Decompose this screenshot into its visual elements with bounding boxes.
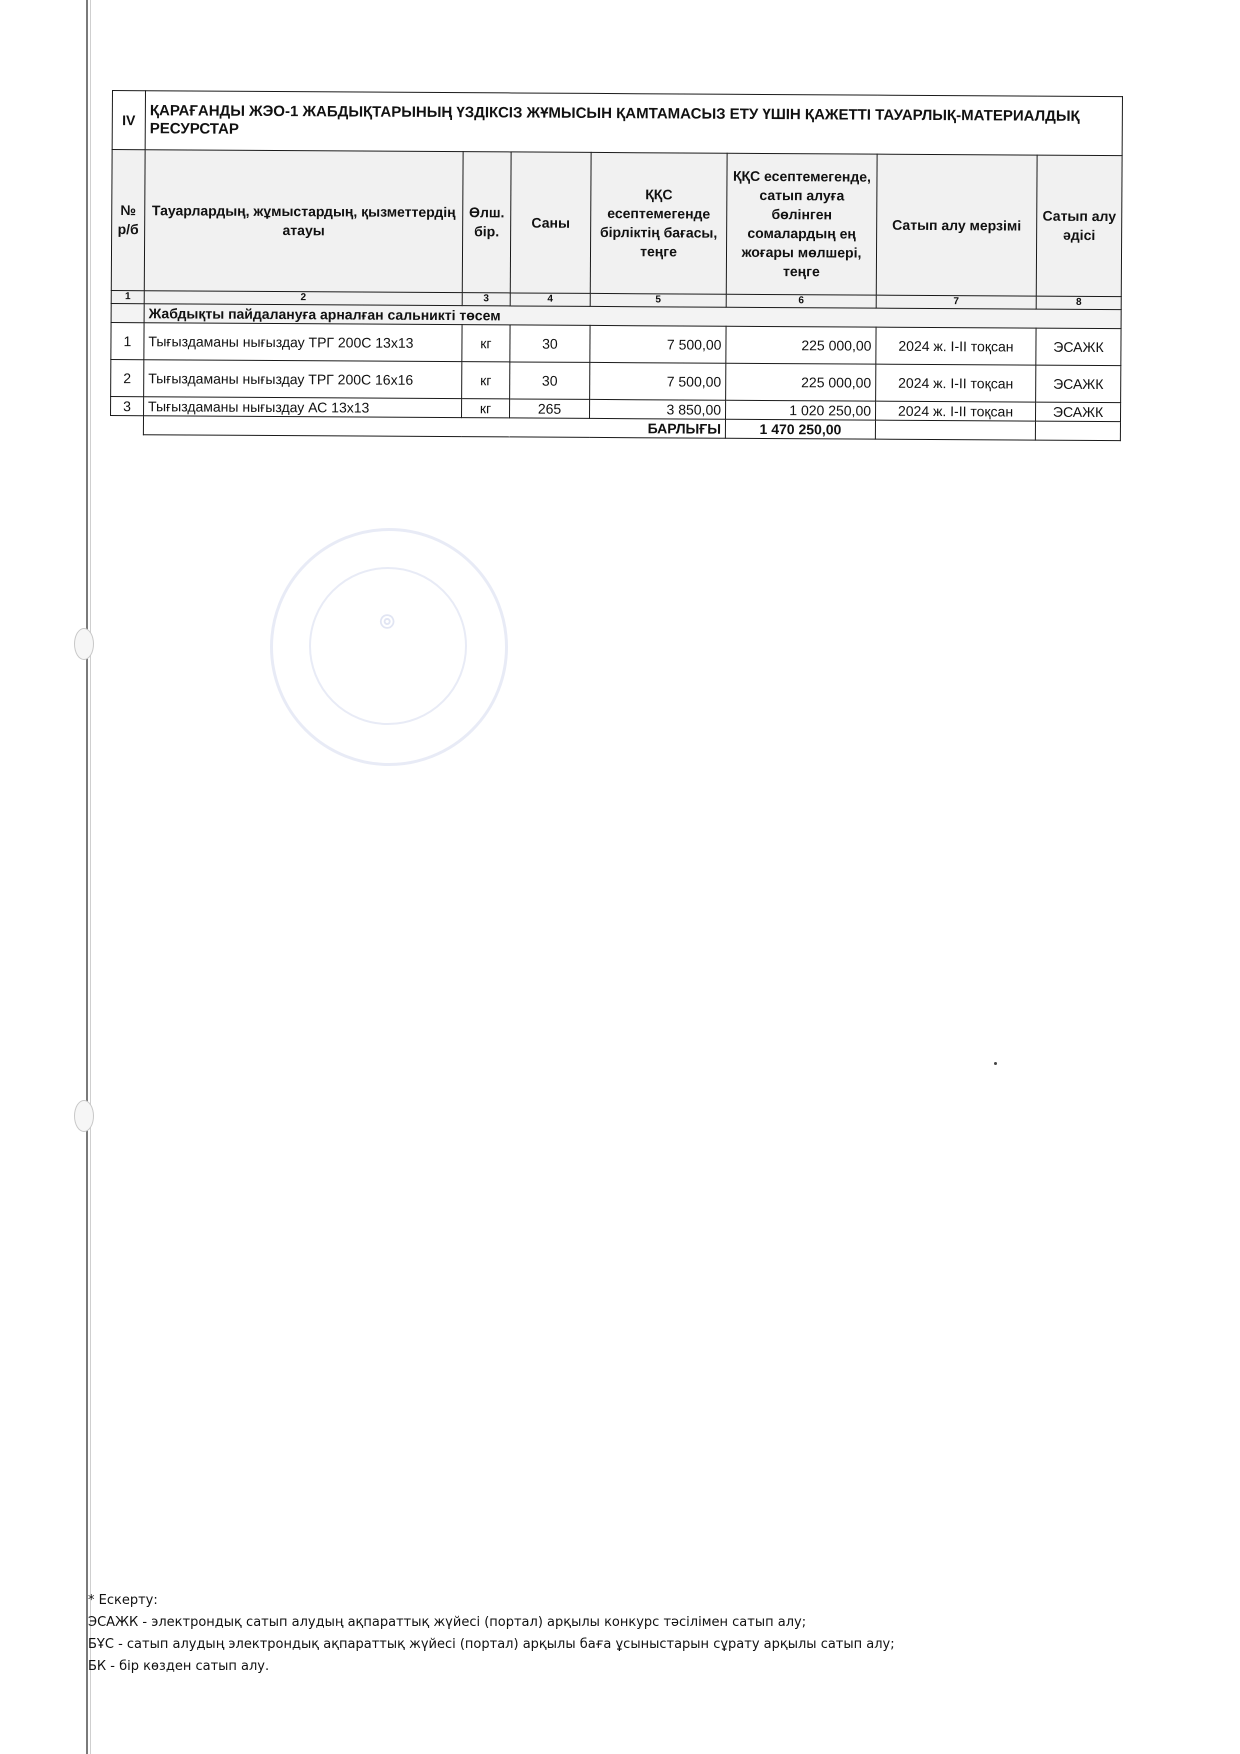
row-period: 2024 ж. I-II тоқсан <box>876 364 1036 402</box>
column-number: 1 <box>111 290 144 303</box>
header-row <box>111 150 1122 297</box>
total-label: БАРЛЫҒЫ <box>143 416 725 439</box>
row-amount: 225 000,00 <box>726 363 876 401</box>
header-method: Сатып алу әдісі <box>1036 155 1122 297</box>
row-amount: 225 000,00 <box>726 326 876 364</box>
table-row <box>111 359 1121 402</box>
total-amount: 1 470 250,00 <box>725 419 875 439</box>
row-name: Тығыздаманы нығыздау ТРГ 200С 13х13 <box>144 323 462 362</box>
column-number: 5 <box>590 293 726 307</box>
column-number: 7 <box>876 295 1036 309</box>
column-number: 4 <box>510 293 590 306</box>
faded-stamp <box>270 528 508 766</box>
notes-heading: * Ескерту: <box>88 1593 158 1608</box>
header-unit: Өлш. бір. <box>462 152 511 293</box>
group-spacer <box>111 303 144 322</box>
row-price: 7 500,00 <box>590 362 726 400</box>
row-no: 1 <box>111 322 144 359</box>
table-row <box>111 322 1121 365</box>
row-no: 3 <box>111 396 144 415</box>
row-method: ЭСАЖК <box>1036 328 1121 366</box>
total-empty-period <box>875 420 1035 440</box>
header-period: Сатып алу мерзімі <box>876 154 1037 296</box>
column-number: 3 <box>462 293 510 306</box>
group-title: Жабдықты пайдалануға арналған сальникті төсем <box>144 304 1121 329</box>
scan-page-edge-shadow <box>90 0 91 1754</box>
punch-hole-bottom <box>74 1100 94 1132</box>
row-unit: кг <box>462 362 510 399</box>
header-qty: Саны <box>510 152 591 293</box>
header-name: Тауарлардың, жұмыстардың, қызметтердің атауы <box>144 150 463 293</box>
row-qty: 30 <box>510 325 590 362</box>
note-line: БҰС - сатып алудың электрондық ақпараттық жүйесі (портал) арқылы баға ұсыныстарын сұрату арқылы сатып алу; <box>88 1637 895 1652</box>
row-price: 7 500,00 <box>590 325 726 363</box>
row-method: ЭСАЖК <box>1036 365 1121 403</box>
column-number: 8 <box>1036 296 1121 310</box>
row-name: Тығыздаманы нығыздау ТРГ 200С 16х16 <box>144 360 462 399</box>
row-unit: кг <box>462 325 510 362</box>
row-qty: 30 <box>510 362 590 399</box>
row-period: 2024 ж. I-II тоқсан <box>875 401 1035 421</box>
row-name: Тығыздаманы нығыздау АС 13х13 <box>144 397 462 418</box>
scan-speck <box>994 1062 997 1065</box>
row-no: 2 <box>111 359 144 396</box>
row-qty: 265 <box>510 399 590 418</box>
section-row <box>112 91 1122 156</box>
section-title: ҚАРАҒАНДЫ ЖЭО-1 ЖАБДЫҚТАРЫНЫҢ ҮЗДІКСІЗ ЖҰМЫСЫН ҚАМТАМАСЫЗ ЕТУ ҮШІН ҚАЖЕТТІ ТАУАРЛЫҚ-МАТЕРИАЛДЫҚ РЕСУРСТАР <box>145 91 1122 156</box>
note-line: БК - бір көзден сатып алу. <box>88 1659 270 1674</box>
column-number: 6 <box>726 294 876 308</box>
row-unit: кг <box>462 399 510 418</box>
row-amount: 1 020 250,00 <box>726 400 876 420</box>
row-method: ЭСАЖК <box>1035 402 1120 422</box>
scan-page-edge <box>86 0 88 1754</box>
column-number: 2 <box>144 291 462 306</box>
punch-hole-top <box>74 628 94 660</box>
total-empty-method <box>1035 421 1120 441</box>
header-unit-price: ҚҚС есептемегенде бірліктің бағасы, теңге <box>590 152 727 294</box>
note-line: ЭСАЖК - электрондық сатып алудың ақпараттық жүйесі (портал) арқылы конкурс тәсілімен сатып алу; <box>88 1615 807 1630</box>
stamp-mark: ◎ <box>378 613 399 630</box>
header-no: № р/б <box>111 150 145 291</box>
header-max-amount: ҚҚС есептемегенде, сатып алуға бөлінген сомалардың ең жоғары мөлшері, теңге <box>726 153 877 295</box>
row-price: 3 850,00 <box>590 399 726 419</box>
procurement-table <box>110 90 1123 441</box>
row-period: 2024 ж. I-II тоқсан <box>876 327 1036 365</box>
section-number: IV <box>112 91 145 150</box>
footnotes <box>88 1590 895 1678</box>
